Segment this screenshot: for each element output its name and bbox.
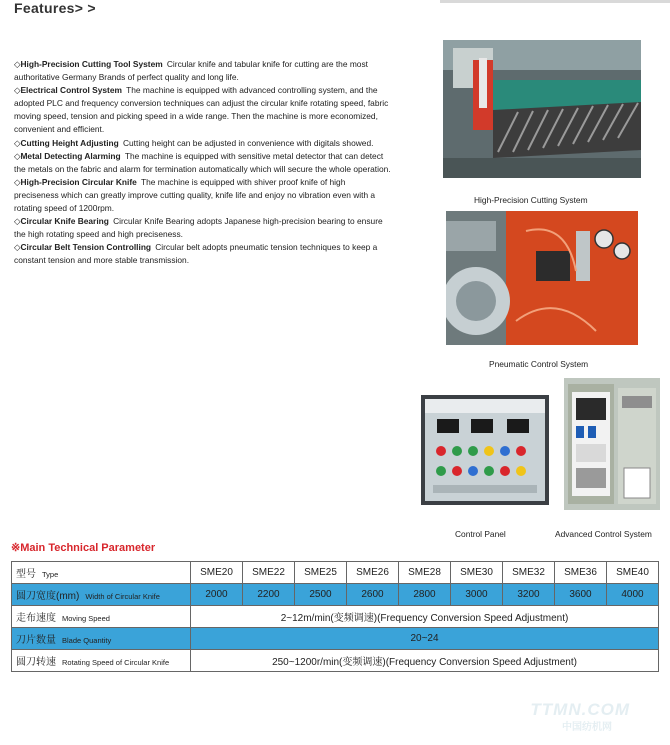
diamond-icon: ◇ bbox=[14, 216, 21, 227]
label-en: Rotating Speed of Circular Knife bbox=[62, 658, 170, 667]
table-row bbox=[12, 628, 659, 650]
row-label bbox=[12, 650, 191, 672]
diamond-icon: ◇ bbox=[14, 137, 21, 148]
page-heading: Features> > bbox=[14, 0, 96, 16]
table-row bbox=[12, 650, 659, 672]
features-list bbox=[14, 58, 392, 268]
control-panel-caption: Control Panel bbox=[455, 529, 506, 539]
label-en: Moving Speed bbox=[62, 614, 110, 623]
watermark-cn: 中国纺机网 bbox=[562, 722, 612, 733]
width-cell: 2000 bbox=[191, 584, 243, 606]
diamond-icon: ◇ bbox=[14, 176, 21, 187]
feature-text: Circular belt adopts pneumatic tension techniques to keep a constant tension and more stable transmission. bbox=[14, 242, 378, 266]
row-label bbox=[12, 606, 191, 628]
label-cn: 圆刀转速 bbox=[16, 657, 56, 668]
label-en: Type bbox=[42, 570, 59, 579]
width-cell: 2600 bbox=[347, 584, 399, 606]
control-panel-photo bbox=[421, 395, 549, 505]
feature-text: Circular Knife Bearing adopts Japanese high-precision bearing to ensure the high rotating speed and high preciseness. bbox=[14, 216, 383, 240]
feature-title: High-Precision Cutting Tool System bbox=[20, 59, 163, 69]
label-en: Blade Quantity bbox=[62, 636, 112, 645]
diamond-icon: ◇ bbox=[14, 242, 21, 253]
diamond-icon: ◇ bbox=[14, 150, 21, 161]
model-cell: SME22 bbox=[243, 562, 295, 584]
feature-item bbox=[14, 176, 392, 215]
diamond-icon: ◇ bbox=[14, 85, 21, 96]
width-cell: 2500 bbox=[295, 584, 347, 606]
feature-text: Cutting height can be adjusted in convenience with digitals showed. bbox=[122, 137, 374, 148]
model-cell: SME26 bbox=[347, 562, 399, 584]
cutting-system-caption: High-Precision Cutting System bbox=[474, 195, 588, 205]
row-label bbox=[12, 628, 191, 650]
row-label bbox=[12, 584, 191, 606]
label-cn: 走布速度 bbox=[16, 613, 56, 624]
pneumatic-system-photo bbox=[446, 211, 638, 345]
feature-title: Circular Belt Tension Controlling bbox=[20, 242, 152, 253]
feature-text: Circular knife and tabular knife for cutting are the most authoritative Germany Brands of perfect quality and long life. bbox=[14, 59, 368, 83]
feature-text: The machine is equipped with shiver proof knife of high preciseness which can greatly improve cutting quality, knife life and enjoy no vibration even with a rotating speed of 1200rpm. bbox=[14, 176, 376, 214]
label-cn: 刀片数量 bbox=[16, 635, 56, 646]
watermark: TTMN.COM bbox=[530, 700, 630, 719]
label-en: Width of Circular Knife bbox=[85, 592, 160, 601]
feature-item bbox=[14, 137, 392, 150]
feature-item bbox=[14, 241, 392, 267]
label-cn: 型号 bbox=[16, 569, 36, 580]
parameter-table bbox=[11, 561, 659, 672]
table-row bbox=[12, 562, 659, 584]
feature-title: Circular Knife Bearing bbox=[20, 216, 109, 227]
table-row bbox=[12, 606, 659, 628]
pneumatic-system-caption: Pneumatic Control System bbox=[489, 359, 589, 369]
width-cell: 3200 bbox=[503, 584, 555, 606]
speed-value: 2~12m/min(变频调速)(Frequency Conversion Speed Adjustment) bbox=[191, 606, 659, 628]
advanced-control-caption: Advanced Control System bbox=[555, 529, 652, 539]
model-cell: SME36 bbox=[555, 562, 607, 584]
width-cell: 4000 bbox=[607, 584, 659, 606]
rotating-value: 250~1200r/min(变频调速)(Frequency Conversion Speed Adjustment) bbox=[191, 650, 659, 672]
label-cn: 圆刀宽度(mm) bbox=[16, 591, 80, 602]
width-cell: 2200 bbox=[243, 584, 295, 606]
model-cell: SME25 bbox=[295, 562, 347, 584]
width-cell: 2800 bbox=[399, 584, 451, 606]
feature-text: The machine is equipped with sensitive metal detector that can detect the metals on the fabric and alarm for termination automatically which will secure the whole operation. bbox=[14, 150, 391, 174]
table-row bbox=[12, 584, 659, 606]
blade-value: 20~24 bbox=[191, 628, 659, 650]
top-divider bbox=[440, 0, 670, 3]
parameter-title: ※Main Technical Parameter bbox=[11, 542, 156, 554]
width-cell: 3000 bbox=[451, 584, 503, 606]
model-cell: SME32 bbox=[503, 562, 555, 584]
feature-item bbox=[14, 150, 392, 176]
feature-item bbox=[14, 215, 392, 241]
advanced-control-photo bbox=[564, 378, 660, 510]
cutting-system-photo bbox=[443, 40, 641, 178]
row-label bbox=[12, 562, 191, 584]
model-cell: SME20 bbox=[191, 562, 243, 584]
feature-title: Cutting Height Adjusting bbox=[20, 137, 119, 148]
model-cell: SME28 bbox=[399, 562, 451, 584]
model-cell: SME30 bbox=[451, 562, 503, 584]
feature-title: Metal Detecting Alarming bbox=[20, 150, 121, 161]
width-cell: 3600 bbox=[555, 584, 607, 606]
feature-item bbox=[14, 58, 392, 84]
diamond-icon: ◇ bbox=[14, 59, 21, 69]
feature-text: The machine is equipped with advanced controlling system, and the adopted PLC and frequency conversion techniques can adjust the circular knife rotating speed, fabric moving speed, tension and picking speed in a wide range. Then the machine is more economized, convenient and efficient. bbox=[14, 85, 389, 135]
feature-title: High-Precision Circular Knife bbox=[20, 176, 137, 187]
feature-title: Electrical Control System bbox=[20, 85, 122, 96]
feature-item bbox=[14, 84, 392, 136]
model-cell: SME40 bbox=[607, 562, 659, 584]
